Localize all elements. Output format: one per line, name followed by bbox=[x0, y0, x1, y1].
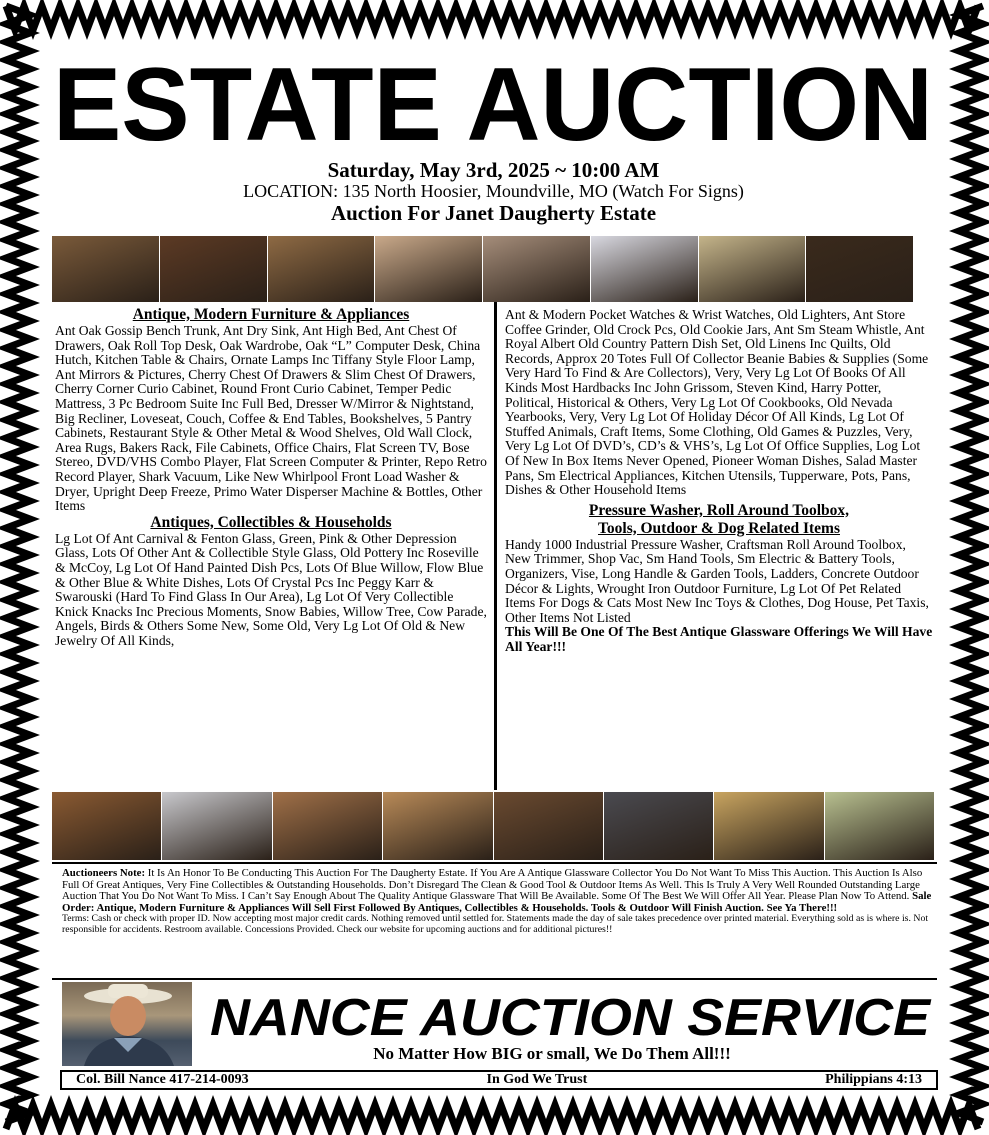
sale-order: Sale Order: Antique, Modern Furniture & Appliances Will Sell First Followed By Antiques, Collectibles & Households. Tools & Outdoor Will Finish Auction. See Ya There!!! bbox=[62, 890, 932, 914]
title-text: ESTATE AUCTION bbox=[53, 47, 933, 162]
auctioneer-photo bbox=[62, 982, 192, 1066]
tools-list: Handy 1000 Industrial Pressure Washer, Craftsman Roll Around Toolbox, New Trimmer, Shop Vac, Sm Hand Tools, Sm Electric & Battery Tools, Organizers, Vise, Long Handle & Garden Tools, Ladders, Concrete Outdoor Décor & Lights, Wrought Iron Outdoor Furniture, Lg Lot Of Pet Related Items For Dogs & Cats Most New Inc Toys & Clothes, Dog House, Pet Taxis, Other Items Not Listed bbox=[505, 536, 929, 625]
company-name-text: NANCE AUCTION SERVICE bbox=[210, 989, 932, 1043]
terms: Terms: Cash or check with proper ID. Now accepting most major credit cards. Nothing removed until settled for. Statements made the day of sale takes precedence over printed material. Everything sold as is where is. Not responsible for accidents. Restroom available. Concessions Provided. Check our website for upcoming auctions and for additional pictures!! bbox=[62, 913, 929, 935]
collectibles-list-continued: Ant & Modern Pocket Watches & Wrist Watches, Old Lighters, Ant Store Coffee Grinder, Old Crock Pcs, Old Cookie Jars, Ant Sm Steam Whistle, Ant Royal Albert Old Country Pattern Dish Set, Old Linens Inc Quilts, Old Records, Approx 20 Totes Full Of Collector Beanie Babies & Supplies (Some Very Hard To Find & Are Collectors), Very, Very Lg Lot Of Books Of All Kinds Most Hardbacks Inc John Grissom, Steven Kind, Harry Potter, Political, Historical & Others, Very Lg Lot Of Cookbooks, Old Nevada Yearbooks, Very, Very Lg Lot Of Holiday Décor Of All Kinds, Lg Lot Of Stuffed Animals, Craft Items, Some Clothing, Old Games & Puzzles, Very, Very Lg Lot Of DVD’s, CD’s & VHS’s, Lg Lot Of Office Supplies, Log Lot Of New In Box Items Never Opened, Pioneer Woman Dishes, Salad Master Pans, Sm Electrical Appliances, Kitchen Utensils, Tupperware, Pots, Pans, Dishes & Other Household Items bbox=[505, 307, 929, 498]
collectibles-heading: Antiques, Collectibles & Households bbox=[150, 513, 392, 531]
collectibles-list: Lg Lot Of Ant Carnival & Fenton Glass, Green, Pink & Other Depression Glass, Lots Of Other Ant & Collectible Style Glass, Old Pottery Inc Roseville & McCoy, Lg Lot Of Hand Painted Dish Pcs, Lots Of Blue Willow, Flow Blue & Other Blue & White Dishes, Lots Of Crystal Pcs Inc Peggy Karr & Swarouski (Hard To Find Glass In Our Area), Lg Lot Of Very Collectible Knick Knacks Inc Precious Moments, Snow Babies, Willow Tree, Cow Parade, Angels, Birds & Others Some New, Some Old, Very Lg Lot Of Old & New Jewelry Of All Kinds, bbox=[55, 530, 487, 648]
top-photo-8 bbox=[806, 236, 914, 302]
top-photo-5 bbox=[483, 236, 591, 302]
flyer bbox=[42, 40, 945, 1095]
tools-heading-line1: Pressure Washer, Roll Around Toolbox, bbox=[588, 501, 850, 519]
top-photo-3 bbox=[268, 236, 376, 302]
auction-location: LOCATION: 135 North Hoosier, Moundville, MO (Watch For Signs) bbox=[243, 181, 744, 201]
rule-above-brand bbox=[52, 978, 937, 980]
top-photo-1 bbox=[52, 236, 160, 302]
estate-auction-title bbox=[42, 44, 945, 162]
top-photo-4 bbox=[375, 236, 483, 302]
photo-strip-top bbox=[52, 236, 914, 302]
company-name bbox=[200, 985, 940, 1043]
note-body: It Is An Honor To Be Conducting This Auction For The Daugherty Estate. If You Are A Antique Glassware Collector You Do Not Want To Miss This Auction. This Auction Is Also Full Of Great Antiques, Very Fine Collectibles & Outstanding Households. Don’t Disregard The Clean & Good Tool & Outdoor Items As Well. This Is Truly A Very Well Rounded Outstanding Large Auction That You Do Not Want To Miss. I Can’t Say Enough About The Quality Antique Glassware That Will Be Available. Some Of The Best We Will Offer All Year. Please Plan Now To Attend. bbox=[62, 867, 923, 903]
bottom-photo-1 bbox=[52, 792, 162, 860]
auction-date: Saturday, May 3rd, 2025 ~ 10:00 AM bbox=[327, 158, 660, 182]
estate-name: Auction For Janet Daugherty Estate bbox=[330, 201, 657, 225]
bottom-photo-8 bbox=[825, 792, 935, 860]
motto: In God We Trust bbox=[486, 1072, 588, 1087]
top-photo-6 bbox=[591, 236, 699, 302]
bottom-photo-2 bbox=[162, 792, 272, 860]
column-right bbox=[505, 308, 933, 654]
tools-heading-line2: Tools, Outdoor & Dog Related Items bbox=[598, 519, 840, 537]
top-photo-2 bbox=[160, 236, 268, 302]
footer-bar bbox=[60, 1070, 938, 1090]
bottom-photo-4 bbox=[383, 792, 493, 860]
auctioneer-note bbox=[62, 868, 934, 936]
bottom-photo-6 bbox=[604, 792, 714, 860]
bible-verse: Philippians 4:13 bbox=[825, 1072, 922, 1087]
furniture-heading: Antique, Modern Furniture & Appliances bbox=[132, 306, 410, 323]
note-label: Auctioneers Note: bbox=[62, 867, 146, 879]
top-photo-7 bbox=[699, 236, 807, 302]
furniture-list: Ant Oak Gossip Bench Trunk, Ant Dry Sink, Ant High Bed, Ant Chest Of Drawers, Oak Roll Top Desk, Oak Wardrobe, Oak “L” Computer Desk, China Hutch, Kitchen Table & Chairs, Ornate Lamps Inc Tiffany Style Floor Lamp, Ant Mirrors & Pictures, Cherry Chest Of Drawers & Slim Chest Of Drawers, Cherry Corner Curio Cabinet, Round Front Curio Cabinet, Temper Pedic Mattress, 3 Pc Bedroom Suite Inc Full Bed, Dresser W/Mirror & Nightstand, Big Recliner, Loveseat, Couch, Coffee & End Tables, Bookshelves, 5 Pantry Cabinets, Restaurant Style & Other Metal & Wood Shelves, Old Wall Clock, Area Rugs, Bakers Rack, File Cabinets, Office Chairs, Flat Screen TV, Bose Stereo, DVD/VHS Combo Player, Flat Screen Computer & Printer, Repo Retro Record Player, Shark Vacuum, Like New Whirlpool Front Load Washer & Dryer, Upright Deep Freeze, Primo Water Disperser Machine & Bottles, Other Items bbox=[55, 323, 487, 514]
photo-strip-bottom bbox=[52, 792, 935, 860]
rule-above-notes bbox=[52, 862, 937, 864]
closing-statement: This Will Be One Of The Best Antique Glassware Offerings We Will Have All Year!!! bbox=[505, 624, 933, 654]
company-slogan: No Matter How BIG or small, We Do Them All!!! bbox=[373, 1044, 731, 1063]
column-divider bbox=[494, 302, 497, 790]
auctioneer-contact: Col. Bill Nance 417-214-0093 bbox=[76, 1072, 249, 1087]
bottom-photo-7 bbox=[714, 792, 824, 860]
bottom-photo-5 bbox=[494, 792, 604, 860]
column-left bbox=[55, 306, 487, 648]
bottom-photo-3 bbox=[273, 792, 383, 860]
